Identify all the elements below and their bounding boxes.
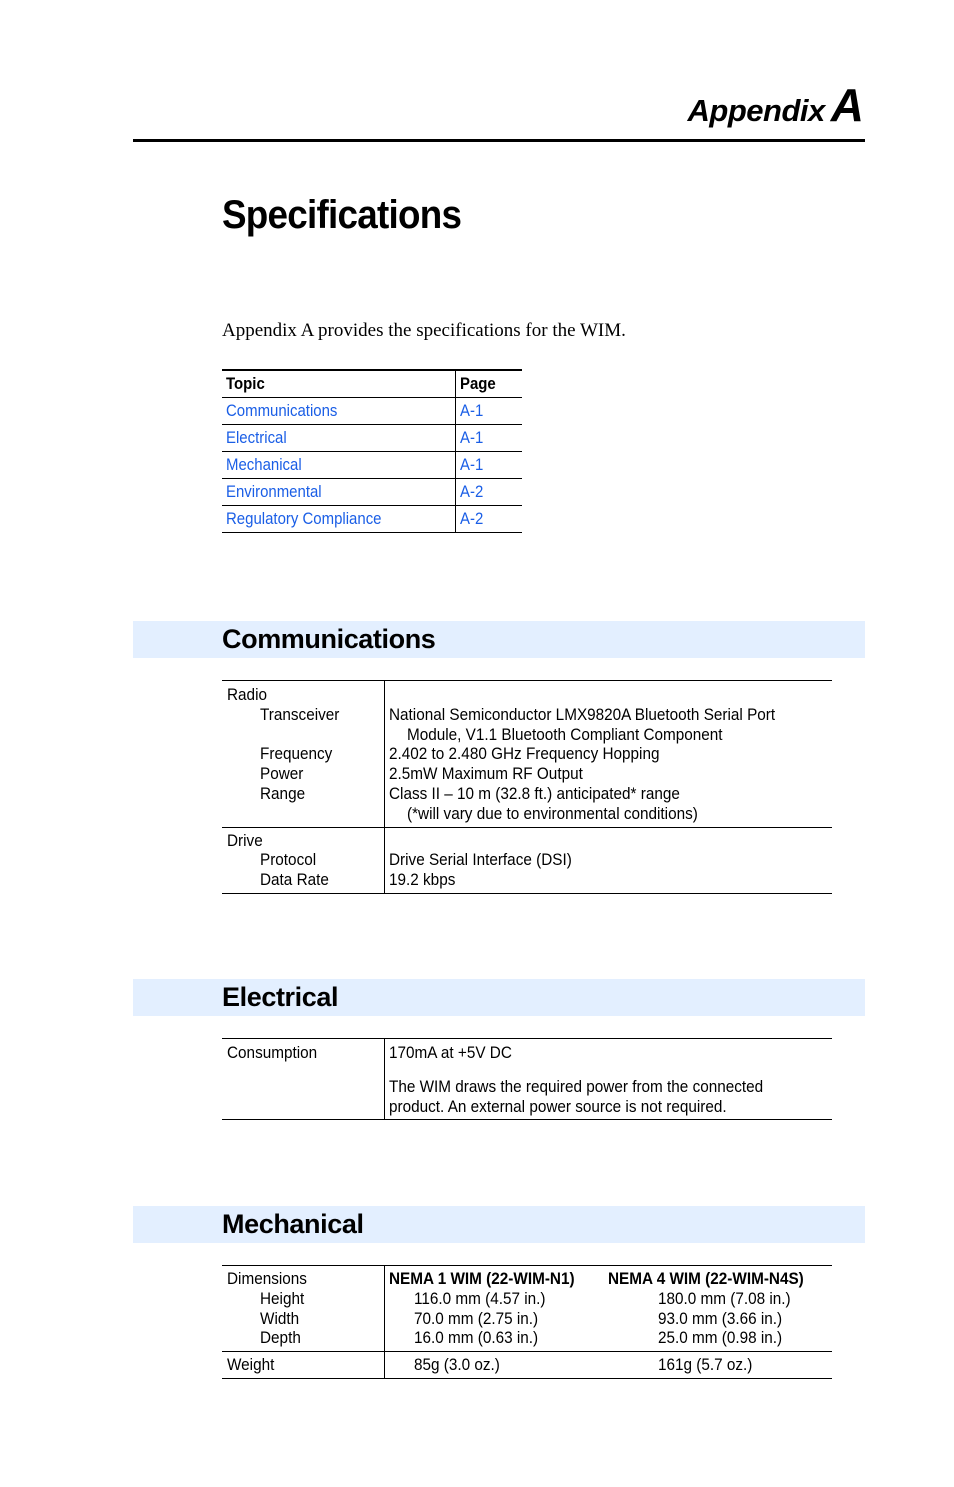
topic-table xyxy=(222,369,522,533)
radio-spec-row xyxy=(222,681,832,828)
consumption-value: 170mA at +5V DC xyxy=(389,1043,512,1062)
transceiver-value-continued: Module, V1.1 Bluetooth Compliant Component xyxy=(407,724,723,744)
width-label: Width xyxy=(260,1308,300,1328)
nema4-heading: NEMA 4 WIM (22-WIM-N4S) xyxy=(608,1269,804,1288)
consumption-label: Consumption xyxy=(227,1043,318,1062)
weight-spec-row xyxy=(222,1352,832,1379)
table-row xyxy=(222,452,522,479)
radio-label: Radio xyxy=(227,685,267,704)
data-rate-value: 19.2 kbps xyxy=(389,870,456,890)
protocol-value: Drive Serial Interface (DSI) xyxy=(389,850,572,870)
page-link-mechanical[interactable]: A-1 xyxy=(460,455,484,474)
data-rate-label: Data Rate xyxy=(260,870,329,890)
power-source-note-continued: product. An external power source is not required. xyxy=(389,1096,727,1116)
dimensions-label: Dimensions xyxy=(227,1269,307,1288)
range-label: Range xyxy=(260,783,306,803)
electrical-heading: Electrical xyxy=(222,982,339,1012)
intro-paragraph: Appendix A provides the specifications for the WIM. xyxy=(222,320,626,341)
mechanical-heading: Mechanical xyxy=(222,1209,364,1239)
topic-column-header: Topic xyxy=(222,370,456,398)
drive-label: Drive xyxy=(227,830,263,850)
mechanical-section-band xyxy=(133,1206,865,1243)
depth-label: Depth xyxy=(260,1328,301,1348)
protocol-label: Protocol xyxy=(260,850,317,870)
range-value: Class II – 10 m (32.8 ft.) anticipated* range xyxy=(389,783,680,803)
electrical-section-band xyxy=(133,979,865,1016)
topic-link-environmental[interactable]: Environmental xyxy=(226,482,322,501)
transceiver-value: National Semiconductor LMX9820A Bluetooth Serial Port xyxy=(389,704,776,724)
page-link-communications[interactable]: A-1 xyxy=(460,401,484,420)
nema4-weight: 161g (5.7 oz.) xyxy=(658,1355,753,1375)
topic-link-mechanical[interactable]: Mechanical xyxy=(226,455,302,474)
power-label: Power xyxy=(260,764,304,784)
transceiver-label: Transceiver xyxy=(260,704,340,724)
appendix-letter: A xyxy=(830,79,864,131)
power-value: 2.5mW Maximum RF Output xyxy=(389,764,583,784)
page-title: Specifications xyxy=(222,193,462,237)
dimensions-spec-row xyxy=(222,1266,832,1352)
topic-link-communications[interactable]: Communications xyxy=(226,401,338,420)
drive-spec-row xyxy=(222,827,832,893)
weight-label: Weight xyxy=(227,1355,275,1375)
nema1-height: 116.0 mm (4.57 in.) xyxy=(414,1288,546,1308)
electrical-spec-table xyxy=(222,1038,832,1120)
page-link-environmental[interactable]: A-2 xyxy=(460,482,484,501)
table-row xyxy=(222,479,522,506)
communications-section-band xyxy=(133,621,865,658)
height-label: Height xyxy=(260,1288,305,1308)
range-note: (*will vary due to environmental conditions) xyxy=(407,803,698,823)
nema4-height: 180.0 mm (7.08 in.) xyxy=(658,1288,791,1308)
nema4-depth: 25.0 mm (0.98 in.) xyxy=(658,1328,783,1348)
appendix-word: Appendix xyxy=(687,93,825,128)
nema1-width: 70.0 mm (2.75 in.) xyxy=(414,1308,539,1328)
header-rule xyxy=(133,139,865,142)
appendix-heading xyxy=(688,78,864,132)
nema1-depth: 16.0 mm (0.63 in.) xyxy=(414,1328,539,1348)
mechanical-spec-table xyxy=(222,1265,832,1379)
table-row xyxy=(222,425,522,452)
frequency-value: 2.402 to 2.480 GHz Frequency Hopping xyxy=(389,744,660,764)
consumption-spec-row xyxy=(222,1039,832,1120)
topic-link-electrical[interactable]: Electrical xyxy=(226,428,287,447)
page-link-regulatory-compliance[interactable]: A-2 xyxy=(460,509,484,528)
nema1-weight: 85g (3.0 oz.) xyxy=(414,1355,500,1375)
topic-table-header xyxy=(222,370,522,398)
table-row xyxy=(222,506,522,533)
frequency-label: Frequency xyxy=(260,744,333,764)
page-column-header: Page xyxy=(456,370,523,398)
power-source-note: The WIM draws the required power from the connected xyxy=(389,1076,764,1096)
topic-link-regulatory-compliance[interactable]: Regulatory Compliance xyxy=(226,509,382,528)
nema4-width: 93.0 mm (3.66 in.) xyxy=(658,1308,783,1328)
communications-heading: Communications xyxy=(222,624,436,654)
page-link-electrical[interactable]: A-1 xyxy=(460,428,484,447)
table-row xyxy=(222,398,522,425)
nema1-heading: NEMA 1 WIM (22-WIM-N1) xyxy=(389,1269,575,1288)
communications-spec-table xyxy=(222,680,832,894)
